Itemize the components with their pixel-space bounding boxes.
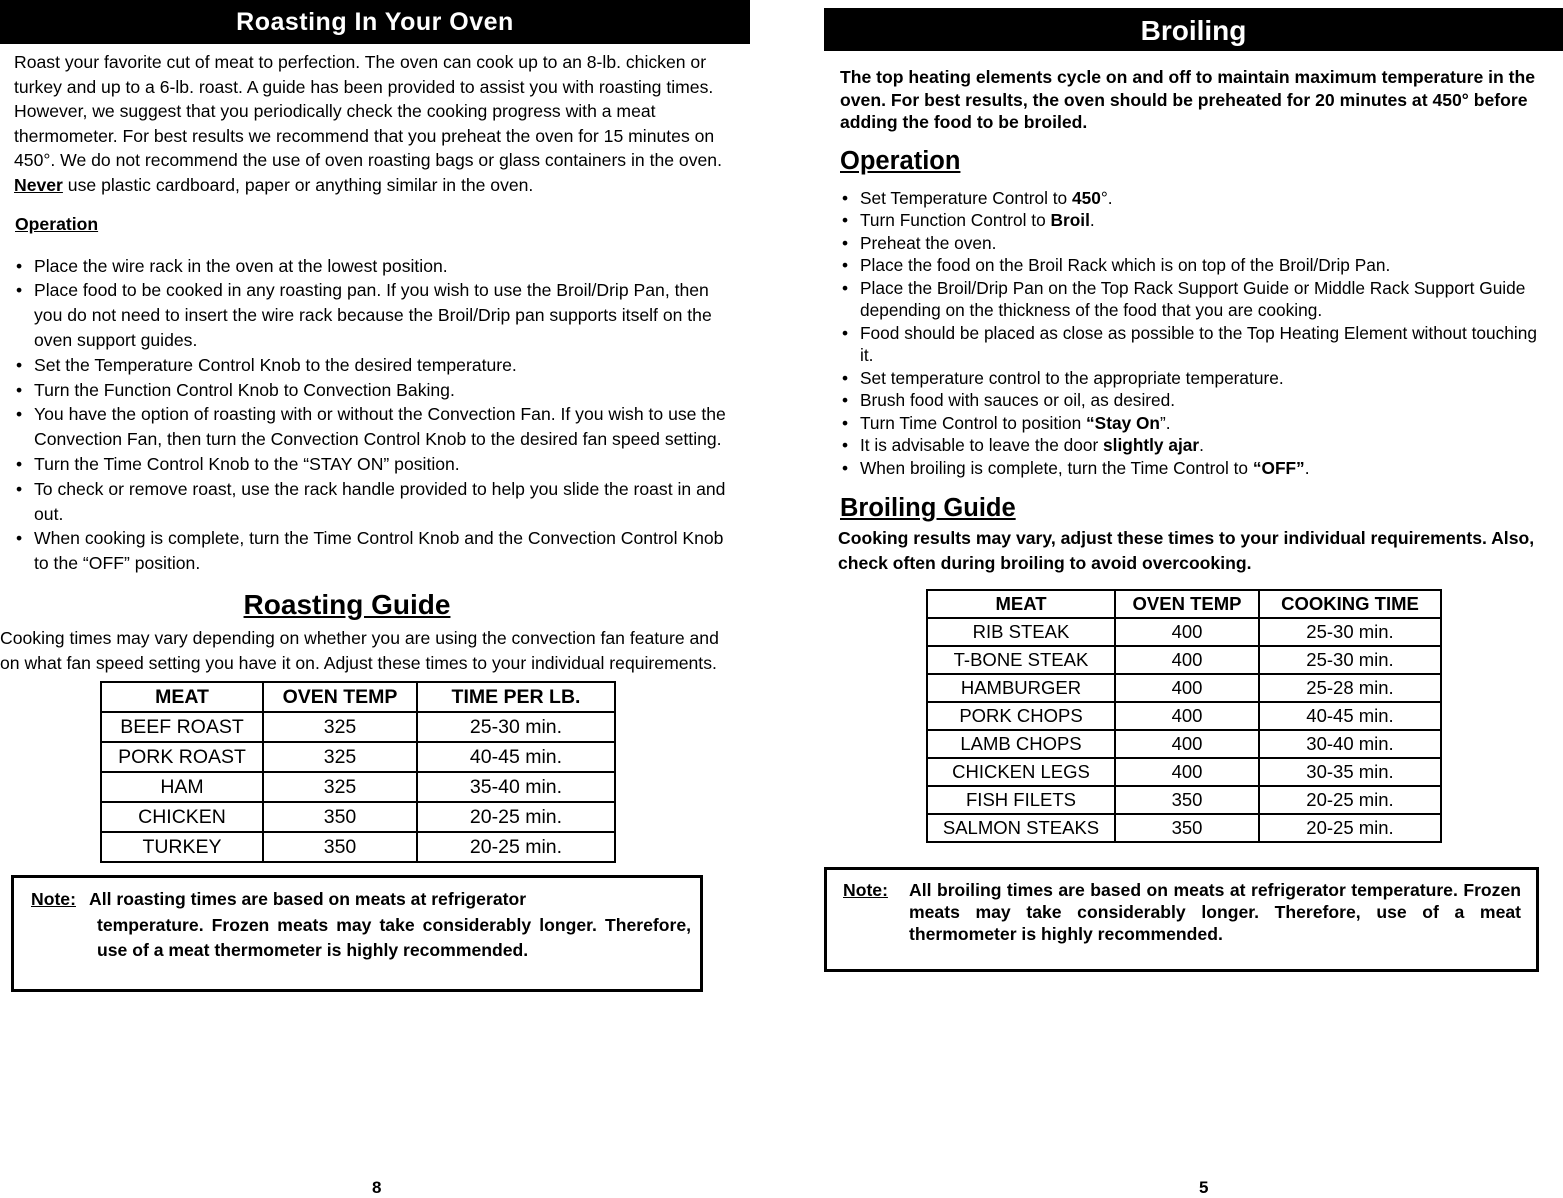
step-bold: “Stay On [1086, 412, 1160, 433]
table-row [927, 618, 1441, 646]
table-cell: HAM [101, 772, 263, 802]
table-cell: 325 [263, 772, 417, 802]
roasting-guide-table [100, 681, 616, 863]
broiling-title: Broiling [824, 8, 1563, 51]
step-text: . [1304, 457, 1310, 478]
table-cell: 20-25 min. [417, 832, 615, 862]
table-cell: 350 [1115, 814, 1259, 842]
roasting-page [0, 0, 752, 992]
broiling-guide-table [926, 589, 1442, 843]
table-cell: 20-25 min. [1259, 786, 1441, 814]
table-header-row [101, 682, 615, 712]
roasting-guide-intro: Cooking times may vary depending on whether you are using the convection fan feature and on what fan speed setting you have it on. Adjust these times to your individual requirements. [0, 627, 719, 673]
step-text: It is advisable to leave the door [860, 435, 1104, 456]
list-item: • You have the option of roasting with or without the Convection Fan. If you wish to use the Convection Fan, then turn the Convection Control Knob to the desired fan speed setting. [14, 402, 739, 452]
table-cell: 35-40 min. [417, 772, 615, 802]
note-label: Note: [843, 880, 888, 901]
table-cell: PORK ROAST [101, 742, 263, 772]
table-cell: LAMB CHOPS [927, 730, 1115, 758]
table-cell: 350 [263, 832, 417, 862]
step-text: ”. [1159, 412, 1171, 433]
list-item [840, 434, 1555, 457]
page-number-right: 5 [1199, 1178, 1209, 1197]
table-cell: 30-40 min. [1259, 730, 1441, 758]
step-text: Turn Function Control to [860, 210, 1051, 231]
broiling-lead: The top heating elements cycle on and off to maintain maximum temperature in the oven. For best results, the oven should be preheated for 20 minutes at 450° before adding the food to be broiled. [840, 67, 1536, 133]
table-row [927, 646, 1441, 674]
column-header-cooking-time: COOKING TIME [1259, 590, 1441, 618]
table-cell: 40-45 min. [417, 742, 615, 772]
roasting-intro-never: Never [14, 174, 63, 195]
table-row [927, 786, 1441, 814]
column-header-time-per-lb: TIME PER LB. [417, 682, 615, 712]
table-cell: CHICKEN [101, 802, 263, 832]
list-item: • Place the wire rack in the oven at the lowest position. [14, 254, 739, 279]
step-text: . [1199, 435, 1204, 456]
table-cell: 325 [263, 742, 417, 772]
table-row [101, 832, 615, 862]
table-cell: 325 [263, 712, 417, 742]
table-cell: 20-25 min. [417, 802, 615, 832]
broiling-note-text: All broiling times are based on meats at refrigerator temperature. Frozen meats may take considerably longer. Therefore, use of a meat thermometer is highly recommended. [909, 880, 1521, 944]
roasting-note-box [11, 875, 703, 992]
table-row [101, 742, 615, 772]
table-cell: 25-30 min. [1259, 646, 1441, 674]
list-item [840, 209, 1555, 232]
table-row [927, 730, 1441, 758]
table-row [927, 702, 1441, 730]
list-item: • Brush food with sauces or oil, as desired. [840, 389, 1555, 412]
table-row [101, 772, 615, 802]
step-text: . [1089, 210, 1095, 231]
step-bold: “OFF” [1252, 457, 1305, 478]
table-cell: PORK CHOPS [927, 702, 1115, 730]
column-header-oven-temp: OVEN TEMP [1115, 590, 1259, 618]
list-item: • When cooking is complete, turn the Time Control Knob and the Convection Control Knob to the “OFF” position. [14, 526, 739, 576]
table-cell: 20-25 min. [1259, 814, 1441, 842]
list-item: • To check or remove roast, use the rack handle provided to help you slide the roast in and out. [14, 477, 739, 527]
roasting-intro [14, 50, 744, 198]
table-cell: T-BONE STEAK [927, 646, 1115, 674]
roasting-note-first-line: All roasting times are based on meats at refrigerator [89, 889, 527, 910]
list-item: • Place the food on the Broil Rack which is on top of the Broil/Drip Pan. [840, 254, 1555, 277]
table-cell: 400 [1115, 730, 1259, 758]
list-item: • Set the Temperature Control Knob to the desired temperature. [14, 353, 739, 378]
step-bold: 450 [1071, 187, 1101, 208]
table-row [927, 674, 1441, 702]
broiling-steps-list [840, 187, 1555, 480]
table-cell: HAMBURGER [927, 674, 1115, 702]
list-item [840, 457, 1555, 480]
list-item: • Place food to be cooked in any roasting pan. If you wish to use the Broil/Drip Pan, then you do not need to insert the wire rack because the Broil/Drip pan supports itself on the oven support guides. [14, 278, 739, 352]
step-text: °. [1100, 187, 1113, 208]
table-cell: 400 [1115, 674, 1259, 702]
table-cell: BEEF ROAST [101, 712, 263, 742]
broiling-guide-heading: Broiling Guide [840, 494, 1016, 523]
note-label: Note: [31, 889, 76, 910]
table-cell: 30-35 min. [1259, 758, 1441, 786]
table-row [927, 758, 1441, 786]
list-item: • Preheat the oven. [840, 232, 1555, 255]
step-bold: slightly ajar [1103, 435, 1200, 456]
step-text: Set Temperature Control to [860, 187, 1072, 208]
broiling-operation-heading: Operation [840, 146, 961, 175]
roasting-note-rest: temperature. Frozen meats may take considerably longer. Therefore, use of a meat thermometer is highly recommended. [97, 914, 691, 961]
list-item: • Food should be placed as close as possible to the Top Heating Element without touching it. [840, 322, 1555, 367]
roasting-intro-text-a: Roast your favorite cut of meat to perfection. The oven can cook up to an 8-lb. chicken or turkey and up to a 6-lb. roast. A guide has been provided to assist you with roasting times. However, we suggest that you periodically check the cooking progress with a meat thermometer. For best results we recommend that you preheat the oven for 15 minutes on 450°. We do not recommend the use of oven roasting bags or glass containers in the oven. [14, 52, 722, 171]
table-cell: FISH FILETS [927, 786, 1115, 814]
list-item: • Turn the Function Control Knob to Convection Baking. [14, 378, 739, 403]
table-cell: 400 [1115, 618, 1259, 646]
column-header-oven-temp: OVEN TEMP [263, 682, 417, 712]
table-cell: 25-30 min. [1259, 618, 1441, 646]
list-item: • Turn the Time Control Knob to the “STAY ON” position. [14, 452, 739, 477]
list-item [840, 187, 1555, 210]
table-header-row [927, 590, 1441, 618]
table-row [101, 802, 615, 832]
table-cell: 400 [1115, 758, 1259, 786]
step-text: When broiling is complete, turn the Time Control to [860, 457, 1253, 478]
table-cell: 350 [1115, 786, 1259, 814]
broiling-guide-intro: Cooking results may vary, adjust these times to your individual requirements. Also, check often during broiling to avoid overcooking. [838, 528, 1535, 574]
table-cell: SALMON STEAKS [927, 814, 1115, 842]
table-row [101, 712, 615, 742]
table-cell: 40-45 min. [1259, 702, 1441, 730]
roasting-note-text [31, 887, 691, 964]
list-item [840, 412, 1555, 435]
table-cell: 350 [263, 802, 417, 832]
broiling-page [824, 0, 1563, 972]
roasting-operation-heading: Operation [15, 213, 99, 234]
column-header-meat: MEAT [101, 682, 263, 712]
broiling-note-box [824, 867, 1539, 972]
table-cell: 25-28 min. [1259, 674, 1441, 702]
roasting-steps-list [14, 254, 739, 576]
table-cell: 400 [1115, 702, 1259, 730]
step-text: Turn Time Control to position [860, 412, 1087, 433]
list-item: • Place the Broil/Drip Pan on the Top Rack Support Guide or Middle Rack Support Guide depending on the thickness of the food that you are cooking. [840, 277, 1555, 322]
page-number-left: 8 [372, 1178, 382, 1197]
table-cell: CHICKEN LEGS [927, 758, 1115, 786]
roasting-guide-heading: Roasting Guide [243, 588, 451, 620]
table-cell: 400 [1115, 646, 1259, 674]
table-cell: 25-30 min. [417, 712, 615, 742]
table-cell: TURKEY [101, 832, 263, 862]
list-item: • Set temperature control to the appropriate temperature. [840, 367, 1555, 390]
table-cell: RIB STEAK [927, 618, 1115, 646]
roasting-intro-text-b: use plastic cardboard, paper or anything similar in the oven. [62, 174, 534, 195]
column-header-meat: MEAT [927, 590, 1115, 618]
roasting-title: Roasting In Your Oven [0, 0, 750, 44]
table-row [927, 814, 1441, 842]
step-bold: Broil [1050, 210, 1090, 231]
